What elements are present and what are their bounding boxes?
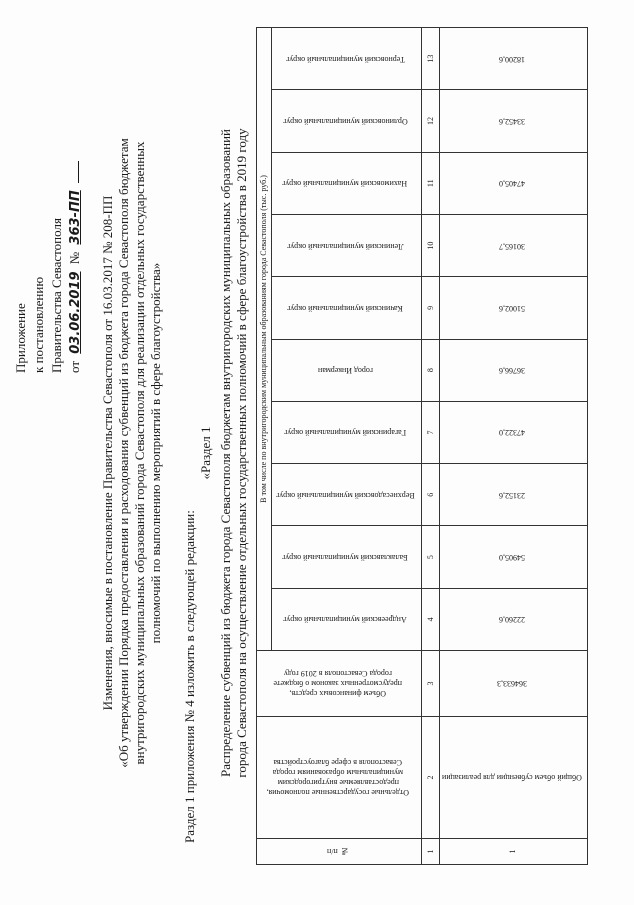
column-number: 9 bbox=[422, 277, 440, 339]
amend-instruction: Раздел 1 приложения № 4 изложить в следующей редакции: bbox=[182, 510, 197, 843]
district-value bbox=[440, 339, 588, 401]
subvention-table bbox=[256, 27, 588, 865]
header-district bbox=[272, 28, 422, 90]
handwritten-number: 363-ПП bbox=[68, 190, 83, 245]
approval-line: Приложение bbox=[13, 303, 28, 373]
heading-line: Изменения, вносимые в постановление Правительства Севастополя от 16.03.2017 № 208-ПП bbox=[100, 195, 115, 711]
header-district bbox=[272, 401, 422, 463]
number-prefix: № bbox=[67, 251, 82, 265]
district-value bbox=[440, 526, 588, 588]
district-value-text: 51002,6 bbox=[498, 303, 525, 313]
district-name: Балаклавский муниципальный округ bbox=[282, 553, 408, 563]
district-name: Качинский муниципальный округ bbox=[287, 303, 403, 313]
title-line: Распределение субвенций из бюджета города Севастополя бюджетам внутригородских муниципальных образований bbox=[218, 129, 233, 777]
header-district bbox=[272, 214, 422, 276]
column-number: 4 bbox=[422, 588, 440, 650]
column-number: 7 bbox=[422, 401, 440, 463]
title-line: города Севастополя на осуществление отдельных государственных полномочий в сфере благоустройства в 2019 году bbox=[234, 128, 249, 778]
heading-line: полномочий по выполнению мероприятий в сфере благоустройства» bbox=[148, 262, 163, 644]
row-label-text: Общий объем субвенции для реализации bbox=[442, 773, 582, 783]
column-number: 8 bbox=[422, 339, 440, 401]
row-label bbox=[440, 717, 588, 839]
district-name: Терновский муниципальный округ bbox=[285, 54, 405, 64]
header-district bbox=[272, 90, 422, 152]
amendment-heading bbox=[100, 13, 164, 893]
approval-line: к постановлению bbox=[31, 276, 46, 373]
header-district bbox=[272, 277, 422, 339]
distribution-title bbox=[218, 13, 250, 893]
approval-line: Правительства Севастополя bbox=[49, 218, 64, 373]
header-district bbox=[272, 588, 422, 650]
district-value-text: 33452,6 bbox=[498, 116, 525, 126]
row-total bbox=[440, 651, 588, 717]
header-no: № п/п bbox=[257, 839, 422, 865]
header-district bbox=[272, 526, 422, 588]
column-number: 10 bbox=[422, 214, 440, 276]
district-value bbox=[440, 464, 588, 526]
district-name: Гагаринский муниципальный округ bbox=[283, 428, 407, 438]
district-name: Андреевский муниципальный округ bbox=[283, 615, 407, 625]
column-number: 3 bbox=[422, 651, 440, 717]
column-number: 12 bbox=[422, 90, 440, 152]
column-number: 6 bbox=[422, 464, 440, 526]
district-value bbox=[440, 90, 588, 152]
header-district bbox=[272, 339, 422, 401]
header-incl: В том числе по внутригородским муниципальным образованиям города Севастополя (тыс. руб.) bbox=[257, 28, 272, 651]
header-total: Объем финансовых средств, предусмотренных законом о бюджете города Севастополя в 2019 году bbox=[257, 651, 422, 717]
district-name: Ленинский муниципальный округ bbox=[286, 241, 404, 251]
district-value-text: 30165,7 bbox=[498, 241, 525, 251]
header-district bbox=[272, 152, 422, 214]
district-value bbox=[440, 214, 588, 276]
column-number: 13 bbox=[422, 28, 440, 90]
district-value-text: 47405,0 bbox=[498, 179, 525, 189]
district-value-text: 47322,0 bbox=[498, 428, 525, 438]
district-value-text: 22260,6 bbox=[498, 615, 525, 625]
heading-line: внутригородских муниципальных образований города Севастополя для реализации отдельных государственных bbox=[132, 141, 147, 765]
district-name: Орлиновский муниципальный округ bbox=[282, 116, 408, 126]
column-number: 5 bbox=[422, 526, 440, 588]
district-name: город Инкерман bbox=[317, 366, 373, 376]
header-district bbox=[272, 464, 422, 526]
header-powers: Отдельные государственные полномочия, предоставляемые внутригородским муниципальным образованиям города Севастополя в сфере благоустройства bbox=[257, 717, 422, 839]
approval-date-line bbox=[66, 43, 85, 373]
heading-line: «Об утверждении Порядка предоставления и расходования субвенций из бюджета города Севастополя бюджетам bbox=[116, 138, 131, 768]
date-prefix: от bbox=[67, 360, 82, 373]
district-value bbox=[440, 588, 588, 650]
district-value bbox=[440, 401, 588, 463]
approval-block bbox=[12, 43, 85, 373]
fill-underline bbox=[66, 161, 79, 183]
district-value bbox=[440, 152, 588, 214]
column-number: 1 bbox=[422, 839, 440, 865]
row-total-value: 364633,3 bbox=[496, 679, 527, 689]
handwritten-date: 03.06.2019 bbox=[68, 271, 83, 354]
district-value-text: 54905,0 bbox=[498, 553, 525, 563]
rotated-content bbox=[12, 13, 612, 893]
district-value-text: 36766,6 bbox=[498, 366, 525, 376]
district-value bbox=[440, 277, 588, 339]
column-number: 2 bbox=[422, 717, 440, 839]
column-number: 11 bbox=[422, 152, 440, 214]
district-value-text: 23152,6 bbox=[498, 490, 525, 500]
district-name: Верхнесадовский муниципальный округ bbox=[275, 490, 415, 500]
district-value-text: 18200,6 bbox=[498, 54, 525, 64]
district-name: Нахимовский муниципальный округ bbox=[282, 179, 408, 189]
row-number: 1 bbox=[440, 839, 588, 865]
district-value bbox=[440, 28, 588, 90]
section-title: «Раздел 1 bbox=[198, 426, 213, 480]
